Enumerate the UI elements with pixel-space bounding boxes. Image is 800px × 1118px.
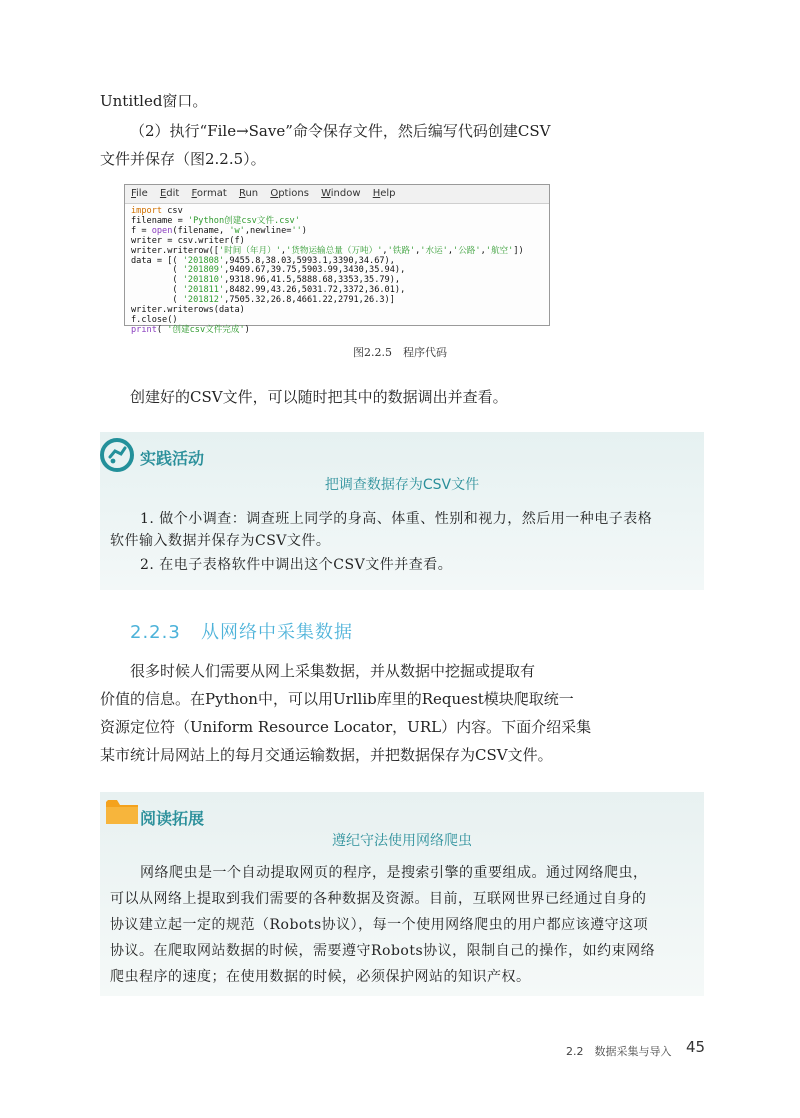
menu-help: Help	[372, 188, 396, 199]
text-line: （2）执行“File→Save”命令保存文件，然后编写代码创建CSV	[130, 122, 551, 140]
reading-subtitle: 遵纪守法使用网络爬虫	[332, 833, 472, 849]
practice-item: 1. 做个小调查：调查班上同学的身高、体重、性别和视力，然后用一种电子表格	[140, 511, 653, 527]
section-title	[130, 618, 353, 644]
figure-caption: 图2.2.5 程序代码	[353, 346, 447, 359]
practice-heading: 实践活动	[140, 449, 205, 468]
menu-format: Format	[191, 188, 227, 199]
menu-options: Options	[270, 188, 309, 199]
menu-edit: Edit	[159, 188, 180, 199]
text-line: 某市统计局网站上的每月交通运输数据，并把数据保存为CSV文件。	[100, 746, 553, 764]
reading-line: 爬虫程序的速度；在使用数据的时候，必须保护网站的知识产权。	[110, 969, 531, 985]
page-number: 45	[686, 1038, 706, 1056]
practice-icon	[100, 438, 134, 472]
text-line: 创建好的CSV文件，可以随时把其中的数据调出并查看。	[130, 388, 508, 406]
reading-line: 协议。在爬取网站数据的时候，需要遵守Robots协议，限制自己的操作，如约束网络	[110, 943, 656, 959]
text-line: 价值的信息。在Python中，可以用Urllib库里的Request模块爬取统一	[100, 690, 574, 708]
footer-section-label: 2.2 数据采集与导入	[566, 1045, 672, 1058]
code-figure	[124, 184, 550, 335]
reading-line: 网络爬虫是一个自动提取网页的程序，是搜索引擎的重要组成。通过网络爬虫，	[140, 865, 648, 881]
section-name: 从网络中采集数据	[200, 622, 353, 643]
section-number: 2.2.3	[130, 622, 181, 643]
reading-line: 可以从网络上提取到我们需要的各种数据及资源。目前，互联网世界已经通过自身的	[110, 891, 647, 907]
text-line: 文件并保存（图2.2.5）。	[100, 150, 266, 168]
text-line: 很多时候人们需要从网上采集数据，并从数据中挖掘或提取有	[130, 662, 536, 680]
practice-item: 2. 在电子表格软件中调出这个CSV文件并查看。	[140, 557, 453, 573]
reading-extension-box	[100, 792, 704, 996]
practice-item: 软件输入数据并保存为CSV文件。	[110, 533, 331, 549]
practice-subtitle: 把调查数据存为CSV文件	[324, 477, 480, 493]
menu-window: Window	[321, 188, 361, 199]
practice-activity-box	[100, 432, 704, 590]
menu-run: Run	[238, 188, 259, 199]
menu-file: File	[131, 188, 148, 199]
editor-menubar	[125, 185, 549, 204]
text-line: 资源定位符（Uniform Resource Locator，URL）内容。下面介绍采集	[100, 718, 592, 736]
code-listing: import csv filename = 'Python创建csv文件.csv' f = open(filename, 'w',newline='') writer = csv.writer(f) writer.writerow(['时间（年月）','货物运输总量（万吨）','铁路','水运','公路','航空']) data = [( '201808',9455.8,38.03,5993.1,3390,34.67), ( '201809',9409.67,39.75,5903.99,3430,35.94), ( '201810',9318.96,41.5,5888.68,3353,35.79), ( '201811',8482.99,43.26,5031.72,3372,36.01), ( '201812',7505.32,26.8,4661.22,2791,26.3)] writer.writerows(data) f.close() print( '创建csv文件完成')	[131, 206, 524, 335]
text-line: Untitled窗口。	[100, 92, 208, 110]
reading-line: 协议建立起一定的规范（Robots协议），每一个使用网络爬虫的用户都应该遵守这项	[110, 917, 649, 933]
folder-icon	[104, 796, 140, 826]
reading-heading: 阅读拓展	[140, 809, 205, 828]
